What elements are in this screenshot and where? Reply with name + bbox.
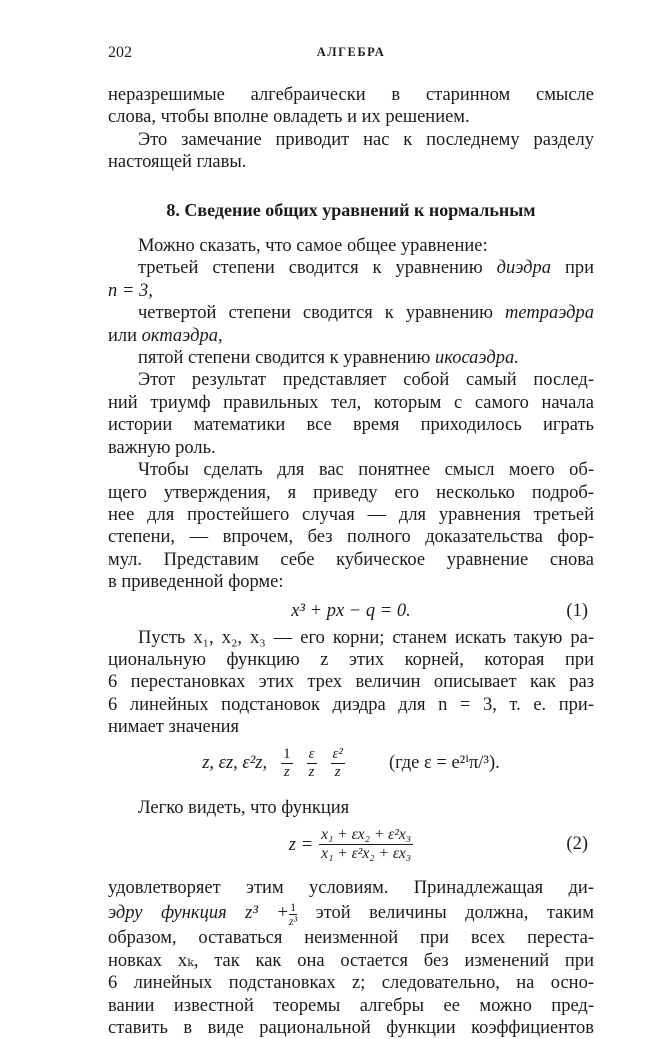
values-formula [108,741,594,787]
equation-1-body: x³ + px − q = 0. [291,600,411,621]
fraction [281,746,293,781]
fraction-numerator: 1 [290,899,297,914]
fraction-numerator: x₁ + εx₂ + ε²x₃ [321,826,412,844]
text-line: новках xₖ, так как она остается без изменений при [108,950,594,971]
fraction-numerator: ε² [332,746,343,763]
italic-term: тетраэдра [505,303,594,324]
text-line: степени, — впрочем, без полного доказательства фор- [108,527,594,548]
text-line: образом, оставаться неизменной при всех переста- [108,928,594,949]
text-line: важную роль. [108,437,216,458]
text-line: слова, чтобы вполне овладеть и их решением. [108,107,470,128]
where-clause: (где ε = e²ⁱπ/³). [388,753,500,774]
fraction [331,746,345,781]
page-header [108,44,594,68]
text-span: четвертой степени сводится к уравнению [138,303,506,324]
text-line [108,899,594,927]
italic-term: икосаэдра. [435,348,519,369]
italic-term: октаэдра, [141,325,223,346]
text-line: Этот результат представляет собой самый послед- [138,370,594,391]
text-line: щего утверждения, я приведу его несколько подроб- [108,482,594,503]
text-line: ставить в виде рациональной функции коэффициентов [108,1018,594,1038]
fraction [319,826,413,863]
text-line: 6 перестановках этих трех величин описывает как раз [108,672,594,693]
italic-term: диэдра [496,258,551,279]
text-line: истории математики все время приходилось играть [108,415,594,436]
text-span: пятой степени сводится к уравнению [138,348,435,369]
text-line: Это замечание приводит нас к последнему разделу [138,129,594,150]
text-span: третьей степени сводится к уравнению [138,258,497,279]
equation-number: (1) [566,600,588,621]
fraction-denominator: z [334,764,341,781]
text-line: вании известной теоремы алгебры ее можно пред- [108,995,594,1016]
text-span: при [551,258,594,279]
page-number: 202 [108,44,132,61]
fraction-denominator: z [308,764,315,781]
text-line: в приведенной форме: [108,572,284,593]
equation-1 [108,597,594,625]
text-line: Пусть x₁, x₂, x₃ — его корни; станем искать такую ра- [138,627,594,648]
fraction [307,746,317,781]
text-line: удовлетворяет этим условиям. Принадлежащая ди- [108,877,594,898]
text-line: настоящей главы. [108,152,247,173]
text-span: или [108,325,142,346]
text-line: мул. Представим себе кубическое уравнение снова [108,549,594,570]
text-line [108,325,594,347]
math-inline: эдру функция z³ + [108,903,289,924]
running-head: АЛГЕБРА [316,45,386,59]
equation-2-lhs: z = [288,834,314,855]
text-line [108,257,594,279]
text-line [108,347,594,369]
math-inline: n = 3, [108,280,153,301]
text-line: неразрешимые алгебраически в старинном смысле [108,85,594,105]
fraction-denominator: z [283,764,290,781]
fraction [289,901,297,928]
equation-2 [108,821,594,869]
text-line [108,280,594,302]
equation-number: (2) [566,833,588,854]
text-line: нее для простейшего случая — для уравнения третьей [108,504,594,525]
fraction-denominator: z³ [288,913,298,928]
section-heading: 8. Сведение общих уравнений к нормальным [166,199,536,220]
values-list: z, εz, ε²z, [202,753,268,774]
text-line: нимает значения [108,717,240,738]
text-line: 6 линейных подстановках z; следовательно, на осно- [108,973,594,994]
fraction-numerator: ε [308,746,315,763]
text-line: Чтобы сделать для вас понятнее смысл моего об- [138,460,594,481]
text-line [108,302,594,324]
text-line: циональную функцию z этих корней, которая при [108,649,594,670]
text-line: ний триумф правильных тел, которым с самого начала [108,392,594,413]
fraction-numerator: 1 [283,746,291,763]
text-line: Легко видеть, что функция [138,797,350,818]
text-span: этой величины должна, таким [297,903,594,924]
page-body [108,84,594,1039]
text-line: Можно сказать, что самое общее уравнение: [138,236,488,257]
text-line: 6 линейных подстановок диэдра для n = 3, т. е. при- [108,694,594,715]
fraction-denominator: x₁ + ε²x₂ + εx₃ [321,845,412,863]
